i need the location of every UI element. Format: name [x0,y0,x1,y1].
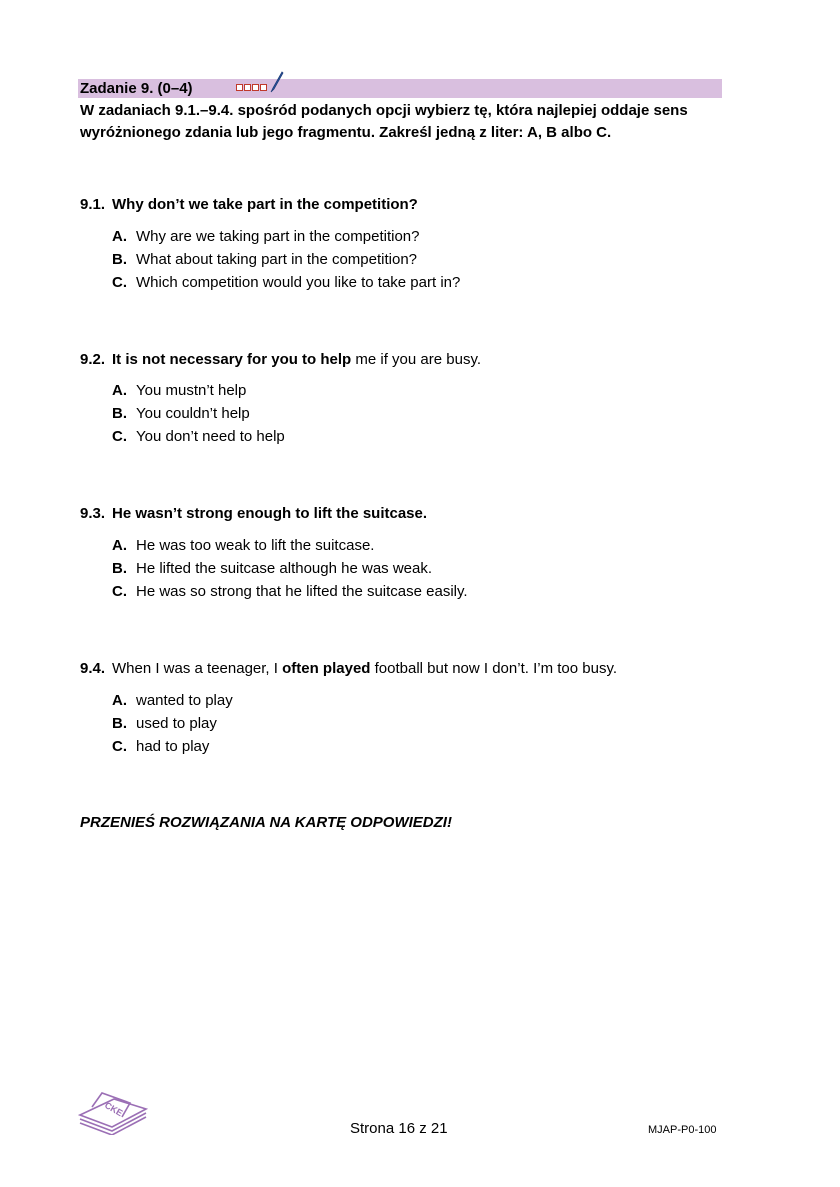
option-text: You couldn’t help [136,405,250,422]
option-text: had to play [136,738,210,755]
option-text: You don’t need to help [136,428,285,445]
option-text: He was so strong that he lifted the suitcase easily. [136,583,468,600]
question-pre: When I was a teenager, I [112,660,283,677]
option-b[interactable] [112,251,460,274]
question-number: 9.2. [80,351,106,368]
pen-icon [270,71,284,93]
score-box [236,84,243,91]
option-letter[interactable]: B. [112,560,127,577]
question-highlight: Why don’t we take part in the competition? [112,196,418,213]
option-letter[interactable]: B. [112,251,127,268]
option-c[interactable] [112,738,233,761]
question-highlight: It is not necessary for you to help [112,351,352,368]
option-text: Which competition would you like to take part in? [136,274,461,291]
option-text: wanted to play [136,692,233,709]
option-a[interactable] [112,228,460,251]
option-b[interactable] [112,715,233,738]
options-9-3 [112,537,468,606]
option-letter[interactable]: C. [112,428,127,445]
score-box [252,84,259,91]
task-header [78,79,722,98]
question-highlight: He wasn’t strong enough to lift the suitcase. [112,505,428,522]
question-rest: football but now I don’t. I’m too busy. [370,660,617,677]
question-9-1 [80,196,418,214]
option-c[interactable] [112,428,285,451]
question-number: 9.1. [80,196,106,213]
option-text: Why are we taking part in the competition? [136,228,420,245]
option-a[interactable] [112,382,285,405]
score-box [260,84,267,91]
option-c[interactable] [112,274,460,297]
option-a[interactable] [112,537,468,560]
options-9-4 [112,692,233,761]
option-letter[interactable]: A. [112,228,127,245]
question-rest: me if you are busy. [351,351,481,368]
option-b[interactable] [112,560,468,583]
cke-logo-icon [78,1085,148,1135]
options-9-2 [112,382,285,451]
option-letter[interactable]: C. [112,738,127,755]
option-c[interactable] [112,583,468,606]
question-number: 9.4. [80,660,106,677]
svg-text:CKE: CKE [103,1100,125,1119]
option-letter[interactable]: A. [112,692,127,709]
option-letter[interactable]: B. [112,405,127,422]
option-letter[interactable]: A. [112,382,127,399]
option-text: He was too weak to lift the suitcase. [136,537,375,554]
transfer-answers-note: PRZENIEŚ ROZWIĄZANIA NA KARTĘ ODPOWIEDZI! [80,814,452,831]
question-highlight: often played [282,660,371,677]
exam-code: MJAP-P0-100 [648,1124,717,1136]
score-boxes [236,84,267,91]
question-number: 9.3. [80,505,106,522]
question-9-3 [80,505,427,523]
option-letter[interactable]: C. [112,274,127,291]
option-letter[interactable]: B. [112,715,127,732]
option-text: You mustn’t help [136,382,247,399]
option-text: He lifted the suitcase although he was weak. [136,560,433,577]
question-9-4 [80,660,617,678]
page-number: Strona 16 z 21 [350,1120,448,1137]
option-text: What about taking part in the competition? [136,251,418,268]
options-9-1 [112,228,460,297]
task-instruction: W zadaniach 9.1.–9.4. spośród podanych opcji wybierz tę, która najlepiej oddaje sens wyróżnionego zdania lub jego fragmentu. Zakreśl jedną z liter: A, B albo C. [80,102,688,141]
option-letter[interactable]: A. [112,537,127,554]
score-box [244,84,251,91]
question-9-2 [80,351,481,369]
option-letter[interactable]: C. [112,583,127,600]
option-text: used to play [136,715,217,732]
task-title: Zadanie 9. (0–4) [80,80,193,97]
option-a[interactable] [112,692,233,715]
option-b[interactable] [112,405,285,428]
